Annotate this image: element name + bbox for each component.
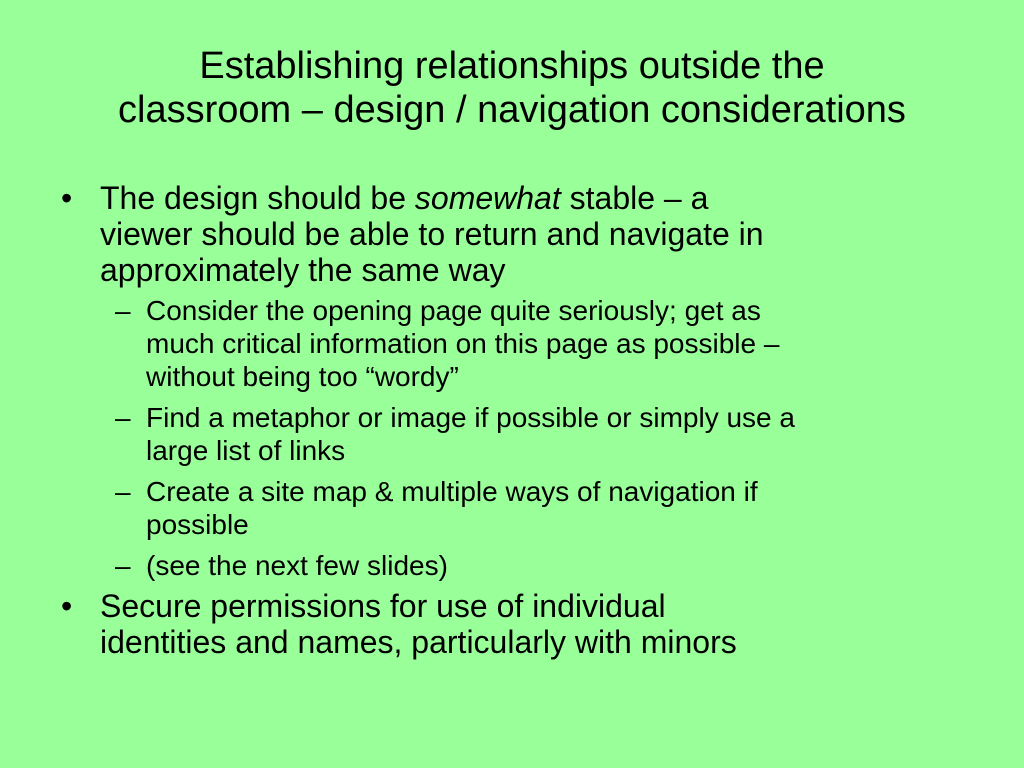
- sub-bullet-line: Consider the opening page quite seriously; get as: [146, 295, 761, 326]
- bullet-text: The design should be: [100, 180, 415, 216]
- sub-bullet-item: [0, 549, 1024, 582]
- bullet-emphasis: somewhat: [414, 180, 561, 216]
- sub-bullet-item: [0, 475, 1024, 541]
- sub-bullet-line: (see the next few slides): [146, 550, 448, 581]
- bullet-line: viewer should be able to return and navigate in: [100, 216, 764, 252]
- bullet-line: [100, 180, 964, 216]
- title-line-1: Establishing relationships outside the: [199, 45, 825, 87]
- sub-bullet-marker: –: [115, 476, 131, 507]
- sub-bullet-line: Create a site map & multiple ways of navigation if: [146, 476, 758, 507]
- bullet-item: [0, 588, 1024, 660]
- bullet-line: Secure permissions for use of individual: [100, 588, 666, 624]
- sub-bullet-line: possible: [146, 509, 249, 540]
- bullet-marker: •: [61, 588, 73, 624]
- sub-bullet-line: Find a metaphor or image if possible or simply use a: [146, 402, 795, 433]
- slide-content: [0, 180, 1024, 660]
- sub-bullet-marker: –: [115, 402, 131, 433]
- slide-title: [20, 44, 1004, 132]
- sub-bullet-item: [0, 294, 1024, 393]
- sub-bullet-marker: –: [115, 295, 131, 326]
- sub-bullet-line: much critical information on this page as possible –: [146, 328, 780, 359]
- sub-bullet-marker: –: [115, 550, 131, 581]
- sub-bullet-item: [0, 401, 1024, 467]
- bullet-line: approximately the same way: [100, 252, 506, 288]
- bullet-marker: •: [61, 180, 73, 216]
- bullet-item: [0, 180, 1024, 288]
- sub-bullet-line: without being too “wordy”: [146, 361, 459, 392]
- bullet-text: stable – a: [560, 180, 709, 216]
- bullet-line: identities and names, particularly with minors: [100, 624, 737, 660]
- title-line-2: classroom – design / navigation considerations: [118, 89, 906, 131]
- sub-bullet-line: large list of links: [146, 435, 346, 466]
